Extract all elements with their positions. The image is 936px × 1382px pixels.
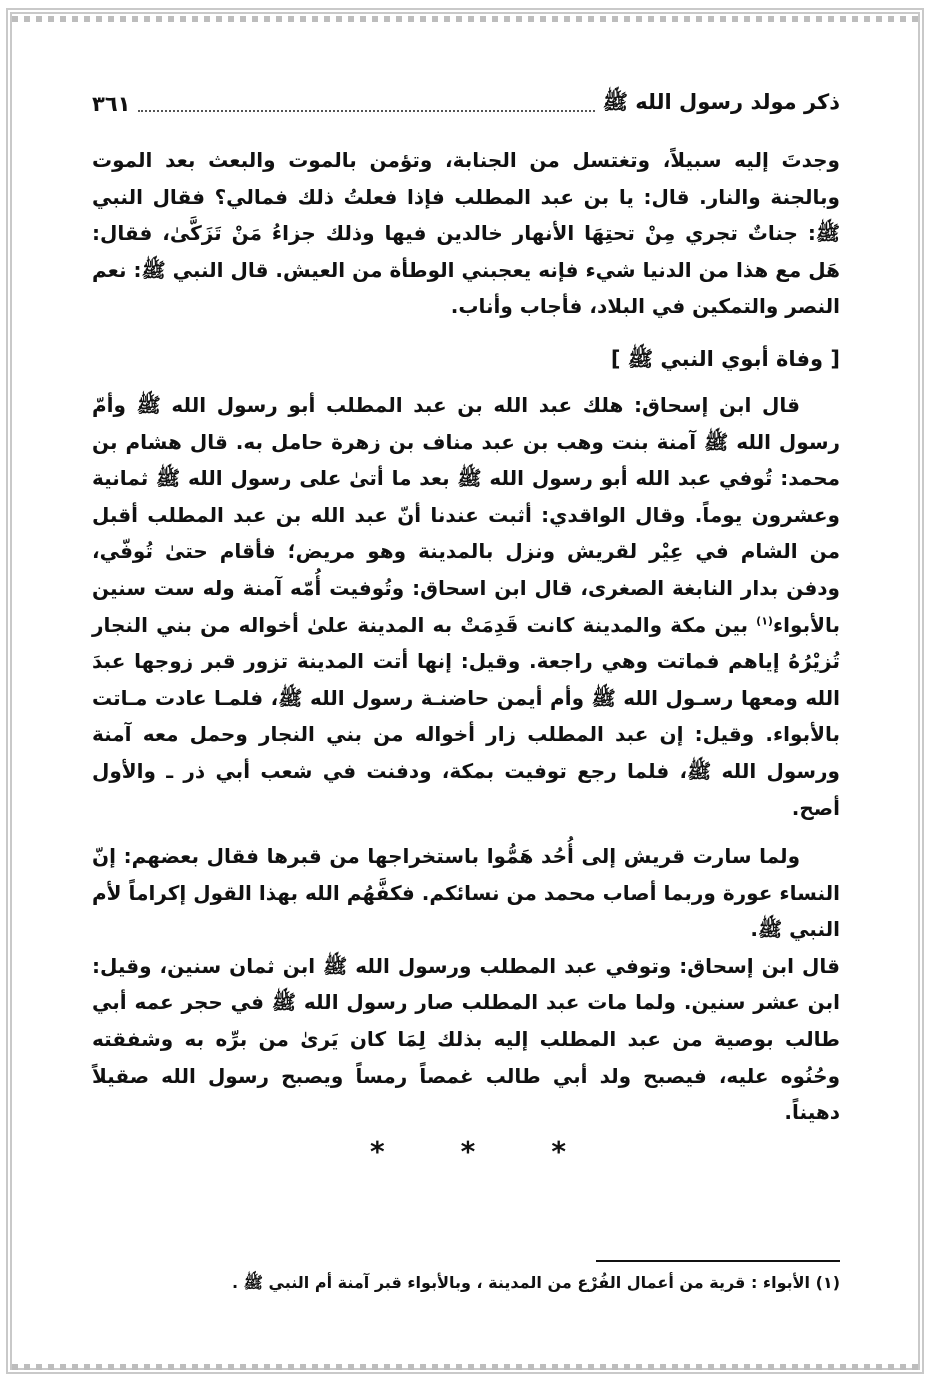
header-title: ذكر مولد رسول الله ﷺ [602,89,840,114]
separator-star: * [460,1135,476,1168]
page-number: ٣٦١ [92,92,131,116]
footnote-divider [596,1260,840,1262]
footnote: (١) الأبواء : قرية من أعمال الفُرْع من المدينة ، وبالأبواء قبر آمنة أم النبي ﷺ . [232,1273,840,1292]
paragraph-parents-death [92,387,840,826]
separator-star: * [370,1135,385,1168]
header-leader-dots [138,96,594,112]
paragraph-parents-death-main: قال ابن إسحاق: هلك عبد الله بن عبد المطلب أبو رسول الله ﷺ وأمّ رسول الله ﷺ آمنة بنت وهب بن عبد مناف بن زهرة حامل به. قال هشام بن محمد: تُوفي عبد الله أبو رسول الله ﷺ بعد ما أتىٰ على رسول الله ﷺ ثمانية وعشرون يوماً. وقال الواقدي: أثبت عندنا أنّ عبد الله بن عبد المطلب أقبل من الشام في عِيْر لقريش ونزل بالمدينة وهو مريض؛ فأقام حتىٰ تُوفّي، ودفن بدار النابغة الصغرى، قال ابن اسحاق: وتُوفيت أُمّه آمنة وله ست سنين بالأبواء [92,392,840,637]
paragraph-abd-al-muttalib: قال ابن إسحاق: وتوفي عبد المطلب ورسول الله ﷺ ابن ثمان سنين، وقيل: ابن عشر سنين. ولما مات عبد المطلب صار رسول الله ﷺ في حجر عمه أبي طالب بوصية من عبد المطلب إليه بذلك لِمَا كان يَرىٰ من برِّه به وشفقته وحُنُوه عليه، فيصبح ولد أبي طالب غمصاً رمساً ويصبح رسول الله صقيلاً دهيناً. [92,953,840,1125]
paragraph-quraysh: ولما سارت قريش إلى أُحُد هَمُّوا باستخراجها من قبرها فقال بعضهم: إنّ النساء عورة وربما أصاب محمد من نسائكم. فكفَّهُم الله بهذا القول إكراماً لأم النبي ﷺ. [92,844,840,942]
paragraph-continuation: وجدتَ إليه سبيلاً، وتغتسل من الجنابة، وتؤمن بالموت والبعث بعد الموت وبالجنة والنار. قال: يا بن عبد المطلب فإذا فعلتُ ذلك فمالي؟ فقال النبي ﷺ: جناتٌ تجري مِنْ تحتِهَا الأنهار خالدين فيها وذلك جزاءُ مَنْ تَزَكَّىٰ، فقال: هَل مع هذا من الدنيا شيء فإنه يعجبني الوطأة من العيش. قال النبي ﷺ: نعم النصر والتمكين في البلاد، فأجاب وأناب. [92,148,840,319]
running-header [92,84,840,124]
paragraph-parents-death-rest: بين مكة والمدينة كانت قَدِمَتْ به المدينة علىٰ أخواله من بني النجار تُزيْرُهُ إياهم فماتت وهي راجعة. وقيل: إنها أتت المدينة تزور قبر زوجها عبدَ الله ومعها رسـول الله ﷺ وأم أيمن حاضنـة رسول الله ﷺ، فلمـا عادت مـاتت بالأبواء. وقيل: إن عبد المطلب زار أخواله من بني النجار وحمل معه آمنة ورسول الله ﷺ، فلما رجع توفيت بمكة، ودفنت في شعب أبي ذر ـ والأول أصح. [92,612,840,820]
section-heading: [ وفاة أبوي النبي ﷺ ] [610,346,840,371]
main-text [92,142,840,1131]
section-separator [0,1135,936,1175]
footnote-reference[interactable]: (١) [756,613,773,627]
separator-star: * [551,1135,566,1168]
